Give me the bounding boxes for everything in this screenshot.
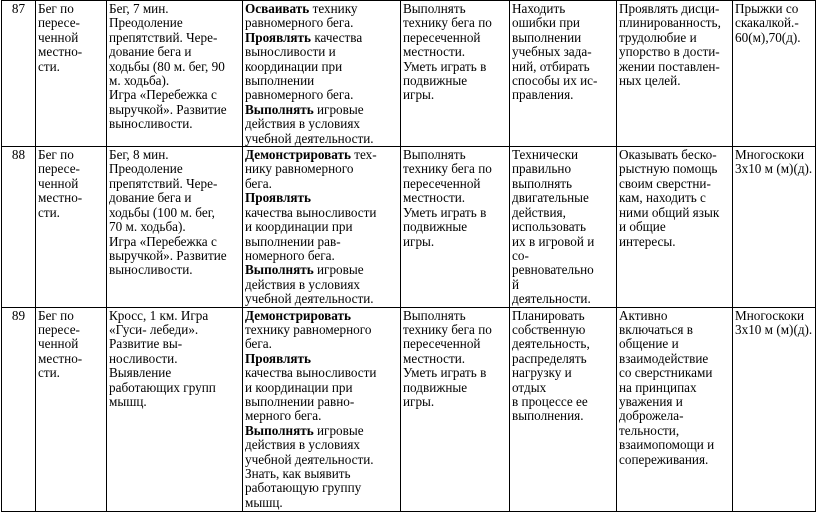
content-line: выручкой». Развитие xyxy=(109,101,227,117)
goals-text: координации при xyxy=(245,58,343,74)
meta-line: выполнения. xyxy=(512,408,584,424)
subject-line: игры. xyxy=(403,87,435,103)
personal-line: своим сверстни- xyxy=(619,175,711,191)
topic-line: сти. xyxy=(38,204,60,220)
goals-line xyxy=(245,31,398,45)
goals-keyword: Выполнять xyxy=(245,422,314,438)
content-line: Игра «Перебежка с xyxy=(109,233,217,249)
meta-results xyxy=(510,1,617,147)
personal-line: упорство в дости- xyxy=(619,44,720,60)
lesson-number xyxy=(2,147,36,307)
topic-line: ченной xyxy=(38,175,79,191)
goals-line xyxy=(245,467,398,481)
goals-line xyxy=(245,235,398,249)
goals-text: качества выносливости xyxy=(245,365,377,381)
lesson-content xyxy=(107,1,243,147)
personal-line: взаимопомощи и xyxy=(619,437,715,453)
goals-line xyxy=(245,309,398,323)
goals-keyword: Проявлять xyxy=(245,350,312,366)
goals-text: действия в условиях xyxy=(245,116,360,132)
table-row xyxy=(2,307,816,511)
goals-text: технику xyxy=(309,1,358,16)
subject-line: местности. xyxy=(403,350,466,366)
lesson-content xyxy=(107,307,243,511)
goals-line xyxy=(245,206,398,220)
meta-line: Технически xyxy=(512,147,579,163)
content-line: дование бега и xyxy=(109,190,192,206)
personal-line: трудолюбие и xyxy=(619,29,697,45)
subject-line: пересеченной xyxy=(403,175,481,191)
content-line: Кросс, 1 км. Игра xyxy=(109,307,209,323)
table-row xyxy=(2,1,816,147)
topic-line: сти. xyxy=(38,58,60,74)
topic-line: местно- xyxy=(38,190,83,206)
subject-results xyxy=(401,307,510,511)
goals-text: учебной деятельности. xyxy=(245,451,374,467)
topic-line: ченной xyxy=(38,336,79,352)
meta-results xyxy=(510,147,617,307)
home-line: Прыжки со xyxy=(735,1,799,16)
topic-line: Бег по xyxy=(38,307,74,323)
meta-line: собственную xyxy=(512,321,586,337)
content-line: Преодоление xyxy=(109,15,183,31)
goals-keyword: Выполнять xyxy=(245,101,314,117)
subject-line: технику бега по xyxy=(403,321,492,337)
meta-line: ревновательно xyxy=(512,262,594,278)
goals-line xyxy=(245,249,398,263)
subject-line: технику бега по xyxy=(403,15,492,31)
subject-line: Выполнять xyxy=(403,1,466,16)
goals-text: выполнении рав- xyxy=(245,233,341,249)
topic-line: пересе- xyxy=(38,321,80,337)
lesson-number-text: 89 xyxy=(11,307,26,323)
goals-line xyxy=(245,220,398,234)
home-line: Многоскоки xyxy=(735,147,805,163)
content-line: Выявление xyxy=(109,365,172,381)
goals-line xyxy=(245,74,398,88)
content-line: 70 м. ходьба). xyxy=(109,219,186,235)
lesson-goals xyxy=(243,1,401,147)
goals-keyword: Выполнять xyxy=(245,262,314,278)
personal-line: Оказывать беско- xyxy=(619,147,717,163)
content-line: препятствий. Чере- xyxy=(109,175,218,191)
subject-line: Выполнять xyxy=(403,307,466,323)
goals-line xyxy=(245,366,398,380)
goals-line xyxy=(245,278,398,292)
goals-line xyxy=(245,424,398,438)
personal-line: взаимодействие xyxy=(619,350,709,366)
goals-text: игровые xyxy=(313,422,364,438)
goals-line xyxy=(245,395,398,409)
meta-line: деятельность, xyxy=(512,336,590,352)
lesson-topic xyxy=(36,147,107,307)
content-line: «Гуси- лебеди». xyxy=(109,321,199,337)
topic-line: пересе- xyxy=(38,15,80,31)
goals-line xyxy=(245,352,398,366)
lesson-number xyxy=(2,1,36,147)
goals-line xyxy=(245,496,398,510)
subject-line: Уметь играть в xyxy=(403,204,487,220)
goals-text: игровые xyxy=(313,262,364,278)
meta-line: й xyxy=(512,276,520,292)
meta-line: Планировать xyxy=(512,307,585,323)
personal-line: жении поставлен- xyxy=(619,58,720,74)
goals-text: учебной деятельности. xyxy=(245,291,374,307)
topic-line: местно- xyxy=(38,350,83,366)
home-line: Многоскоки xyxy=(735,307,805,323)
home-line: 3х10 м (м)(д). xyxy=(735,321,813,337)
meta-line: со- xyxy=(512,247,529,263)
goals-text: номерного бега. xyxy=(245,247,335,263)
topic-line: местно- xyxy=(38,44,83,60)
personal-line: Активно xyxy=(619,307,668,323)
personal-line: интересы. xyxy=(619,233,676,249)
personal-line: со сверстниками xyxy=(619,365,713,381)
goals-text: бега. xyxy=(245,175,272,191)
table-body xyxy=(2,1,816,512)
goals-text: действия в условиях xyxy=(245,437,360,453)
goals-text: и координации при xyxy=(245,379,353,395)
content-line: Бег, 7 мин. xyxy=(109,1,169,16)
lesson-number-text: 88 xyxy=(11,147,26,163)
lesson-plan-table xyxy=(1,0,816,512)
home-line: 3х10 м (м)(д). xyxy=(735,161,813,177)
meta-line: выполнении xyxy=(512,29,582,45)
goals-line xyxy=(245,323,398,337)
personal-results xyxy=(617,147,733,307)
goals-text: выносливости и xyxy=(245,44,336,60)
meta-line: двигательные xyxy=(512,190,589,206)
goals-line xyxy=(245,381,398,395)
goals-line xyxy=(245,191,398,205)
content-line: ходьбы (80 м. бег, 90 xyxy=(109,58,225,74)
topic-line: Бег по xyxy=(38,147,74,163)
goals-line xyxy=(245,162,398,176)
personal-line: ных целей. xyxy=(619,73,681,89)
meta-line: распределять xyxy=(512,350,587,366)
personal-results xyxy=(617,307,733,511)
goals-line xyxy=(245,438,398,452)
personal-line: Проявлять дисци- xyxy=(619,1,720,16)
goals-text: равномерного бега. xyxy=(245,87,354,103)
lesson-goals xyxy=(243,147,401,307)
goals-line xyxy=(245,103,398,117)
goals-line xyxy=(245,60,398,74)
topic-line: пересе- xyxy=(38,161,80,177)
goals-line xyxy=(245,2,398,16)
goals-line xyxy=(245,16,398,30)
subject-results xyxy=(401,147,510,307)
content-line: м. ходьба). xyxy=(109,73,170,89)
subject-line: технику бега по xyxy=(403,161,492,177)
content-line: Бег, 8 мин. xyxy=(109,147,169,163)
goals-line xyxy=(245,177,398,191)
goals-keyword: Демонстрировать xyxy=(245,147,351,163)
meta-line: в процессе ее xyxy=(512,393,588,409)
lesson-content xyxy=(107,147,243,307)
meta-line: деятельности. xyxy=(512,291,591,307)
meta-line: использовать xyxy=(512,219,587,235)
subject-line: игры. xyxy=(403,393,435,409)
personal-line: доброжела- xyxy=(619,408,684,424)
personal-line: рыстную помощь xyxy=(619,161,718,177)
goals-keyword: Проявлять xyxy=(245,190,312,206)
content-line: дование бега и xyxy=(109,44,192,60)
meta-results xyxy=(510,307,617,511)
goals-keyword: Демонстрировать xyxy=(245,307,351,323)
subject-line: местности. xyxy=(403,190,466,206)
goals-line xyxy=(245,148,398,162)
meta-line: выполнять xyxy=(512,175,573,191)
goals-text: качества выносливости xyxy=(245,204,377,220)
goals-line xyxy=(245,45,398,59)
subject-results xyxy=(401,1,510,147)
meta-line: ошибки при xyxy=(512,15,580,31)
homework xyxy=(733,147,816,307)
meta-line: их в игровой и xyxy=(512,233,595,249)
content-line: препятствий. Чере- xyxy=(109,29,218,45)
subject-line: Уметь играть в xyxy=(403,365,487,381)
meta-line: ний, отбирать xyxy=(512,58,590,74)
goals-text: бега. xyxy=(245,336,272,352)
content-line: мышц. xyxy=(109,393,147,409)
content-line: выносливости. xyxy=(109,262,193,278)
goals-text: качества xyxy=(311,29,363,45)
goals-text: выполнении равно- xyxy=(245,393,355,409)
goals-line xyxy=(245,117,398,131)
goals-line xyxy=(245,337,398,351)
subject-line: пересеченной xyxy=(403,29,481,45)
personal-line: кам, находить с xyxy=(619,190,706,206)
subject-line: подвижные xyxy=(403,219,468,235)
personal-line: включаться в xyxy=(619,321,693,337)
content-line: Развитие вы- xyxy=(109,336,183,352)
lesson-topic xyxy=(36,307,107,511)
meta-line: способы их ис- xyxy=(512,73,598,89)
goals-line xyxy=(245,409,398,423)
content-line: Преодоление xyxy=(109,161,183,177)
personal-line: тельности, xyxy=(619,422,680,438)
personal-line: общение и xyxy=(619,336,679,352)
personal-line: плинированность, xyxy=(619,15,721,31)
goals-text: учебной деятельности. xyxy=(245,130,374,146)
goals-text: игровые xyxy=(313,101,364,117)
lesson-number-text: 87 xyxy=(11,1,26,16)
lesson-number xyxy=(2,307,36,511)
content-line: ходьбы (100 м. бег, xyxy=(109,204,215,220)
goals-line xyxy=(245,292,398,306)
subject-line: Выполнять xyxy=(403,147,466,163)
homework xyxy=(733,1,816,147)
topic-line: ченной xyxy=(38,29,79,45)
homework xyxy=(733,307,816,511)
goals-keyword: Проявлять xyxy=(245,29,312,45)
goals-text: работающую группу xyxy=(245,480,362,496)
personal-line: и общие xyxy=(619,219,666,235)
goals-line xyxy=(245,88,398,102)
personal-results xyxy=(617,1,733,147)
goals-line xyxy=(245,481,398,495)
topic-line: Бег по xyxy=(38,1,74,16)
subject-line: подвижные xyxy=(403,379,468,395)
content-line: Игра «Перебежка с xyxy=(109,87,217,103)
goals-text: Знать, как выявить xyxy=(245,466,351,481)
goals-text: нику равномерного xyxy=(245,161,354,177)
meta-line: нагрузку и xyxy=(512,365,572,381)
subject-line: местности. xyxy=(403,44,466,60)
personal-line: сопереживания. xyxy=(619,451,709,467)
goals-line xyxy=(245,132,398,146)
personal-line: уважения и xyxy=(619,393,683,409)
meta-line: отдых xyxy=(512,379,547,395)
content-line: выносливости. xyxy=(109,116,193,132)
content-line: работающих групп xyxy=(109,379,216,395)
goals-line xyxy=(245,263,398,277)
content-line: носливости. xyxy=(109,350,178,366)
goals-line xyxy=(245,453,398,467)
meta-line: действия, xyxy=(512,204,566,220)
goals-text: тех- xyxy=(350,147,377,163)
home-line: 60(м),70(д). xyxy=(735,29,801,45)
goals-keyword: Осваивать xyxy=(245,1,310,16)
goals-text: и координации при xyxy=(245,219,353,235)
meta-line: правильно xyxy=(512,161,572,177)
topic-line: сти. xyxy=(38,365,60,381)
content-line: выручкой». Развитие xyxy=(109,247,227,263)
meta-line: правления. xyxy=(512,87,574,103)
meta-line: Находить xyxy=(512,1,566,16)
subject-line: подвижные xyxy=(403,73,468,89)
home-line: скакалкой.- xyxy=(735,15,799,31)
table-row xyxy=(2,147,816,307)
lesson-topic xyxy=(36,1,107,147)
lesson-goals xyxy=(243,307,401,511)
goals-text: выполнении xyxy=(245,73,315,89)
goals-text: мышц. xyxy=(245,494,283,510)
goals-text: технику равномерного xyxy=(245,321,372,337)
subject-line: Уметь играть в xyxy=(403,58,487,74)
personal-line: ними общий язык xyxy=(619,204,720,220)
goals-text: мерного бега. xyxy=(245,408,322,424)
subject-line: игры. xyxy=(403,233,435,249)
meta-line: учебных зада- xyxy=(512,44,592,60)
personal-line: на принципах xyxy=(619,379,697,395)
goals-text: действия в условиях xyxy=(245,276,360,292)
subject-line: пересеченной xyxy=(403,336,481,352)
goals-text: равномерного бега. xyxy=(245,15,354,31)
